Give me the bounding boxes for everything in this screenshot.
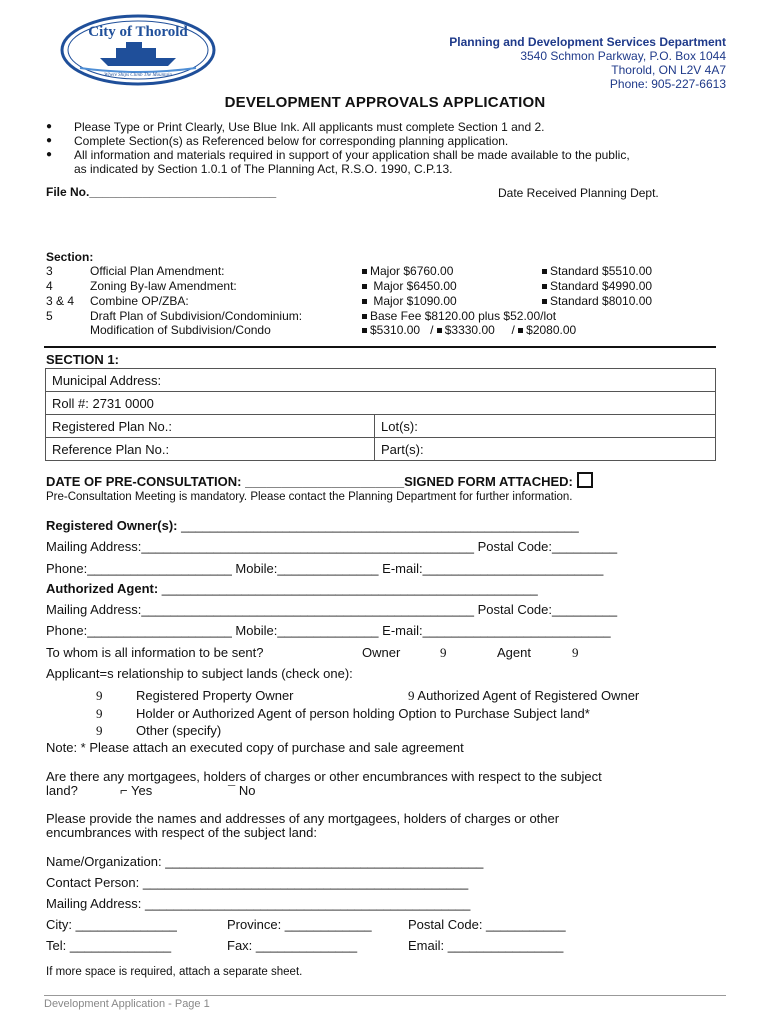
agent-mailing-address[interactable]: Mailing Address:______________________________________________ Postal Code:_________ — [46, 602, 618, 617]
fee-standard: Standard $8010.00 — [550, 294, 653, 308]
contact-mailing-field[interactable]: Mailing Address: _____________________________________________ — [46, 896, 471, 911]
mortgage-no-label: No — [238, 783, 256, 798]
fee-name: Official Plan Amendment: — [90, 264, 225, 278]
roll-number-field[interactable]: Roll #: 2731 0000 — [46, 392, 716, 415]
mortgage-no-check[interactable]: ¯ — [228, 783, 236, 798]
send-agent-label: Agent — [497, 645, 531, 660]
fee-name: Zoning By-law Amendment: — [90, 279, 237, 293]
lots-field[interactable]: Lot(s): — [375, 415, 716, 438]
section-1-heading: SECTION 1: — [46, 352, 119, 367]
contact-city-field[interactable]: City: ______________ — [46, 917, 177, 932]
authorized-agent-label: Authorized Agent: — [46, 581, 162, 596]
agent-phone-row[interactable]: Phone:____________________ Mobile:______________ E-mail:__________________________ — [46, 623, 611, 638]
rel-opt2-check[interactable]: 9 — [408, 688, 415, 703]
relationship-question: Applicant=s relationship to subject lands (check one): — [46, 666, 353, 681]
rel-opt3-check[interactable]: 9 — [96, 706, 103, 721]
mortgage-yes-label: Yes — [130, 783, 153, 798]
registered-owner-line[interactable]: _______________________________________________________ — [181, 518, 579, 533]
registered-plan-field[interactable]: Registered Plan No.: — [46, 415, 375, 438]
send-owner-check[interactable]: 9 — [440, 645, 447, 660]
department-name: Planning and Development Services Department — [449, 35, 726, 49]
authorized-agent-line[interactable]: ____________________________________________________ — [161, 581, 538, 596]
instruction-1: Please Type or Print Clearly, Use Blue Ink. All applicants must complete Section 1 and 2. — [74, 120, 545, 134]
fee-num: 3 & 4 — [46, 294, 75, 308]
logo-text: City of Thorold — [88, 24, 188, 40]
fee-major: Major $6760.00 — [370, 264, 454, 278]
logo-tagline: Where Ships Climb The Mountain — [104, 73, 172, 78]
fee-name: Draft Plan of Subdivision/Condominium: — [90, 309, 303, 323]
footer-divider — [44, 995, 726, 996]
mortgage-question-1: Are there any mortgagees, holders of charges or other encumbrances with respect to the subject — [46, 769, 602, 784]
owner-phone-row[interactable]: Phone:____________________ Mobile:______________ E-mail:_________________________ — [46, 561, 604, 576]
municipal-address-field[interactable]: Municipal Address: — [46, 369, 716, 392]
rel-opt1-label: Registered Property Owner — [136, 688, 294, 703]
fee-major: Major $1090.00 — [370, 294, 457, 308]
preconsult-note: Pre-Consultation Meeting is mandatory. Please contact the Planning Department for further information. — [46, 491, 573, 503]
preconsult-row — [46, 472, 593, 489]
preconsult-label[interactable]: DATE OF PRE-CONSULTATION: ______________________SIGNED FORM ATTACHED: — [46, 474, 573, 489]
parts-field[interactable]: Part(s): — [375, 438, 716, 461]
address-table — [45, 368, 716, 461]
contact-province-field[interactable]: Province: ____________ — [227, 917, 372, 932]
rel-opt1-check[interactable]: 9 — [96, 688, 103, 703]
fee-table: 3 Official Plan Amendment: Major $6760.00 Standard $5510.00 4 Zoning By-law Amendment: Major $6450.00 Standard $4990.00 3 & 4 Combine OP/ZBA: Major $1090.00 Standard $8010.00 5 Draft Plan of Subdivision/Condominium: Base Fee $8120.00 plus $52.00/lot Modification of Subdivision/Condo $5310.00 / $3330.00 / $2080.00 — [46, 264, 653, 337]
relationship-note: Note: * Please attach an executed copy of purchase and sale agreement — [46, 740, 464, 755]
fee-name: Combine OP/ZBA: — [90, 294, 189, 308]
city-of-thorold-logo — [60, 14, 216, 86]
page-footer: Development Application - Page 1 — [44, 998, 210, 1010]
contact-postal-field[interactable]: Postal Code: ___________ — [408, 917, 566, 932]
section-divider — [44, 346, 716, 348]
fee-num: 5 — [46, 309, 53, 323]
fee-num: 3 — [46, 264, 53, 278]
fee-major: Major $6450.00 — [370, 279, 457, 293]
fee-major: Base Fee $8120.00 plus $52.00/lot — [370, 309, 557, 323]
send-to-question: To whom is all information to be sent? — [46, 645, 264, 660]
date-received-label: Date Received Planning Dept. — [498, 186, 659, 200]
fee-standard: Standard $4990.00 — [550, 279, 653, 293]
more-space-note: If more space is required, attach a separate sheet. — [46, 966, 303, 978]
rel-opt2-label: Authorized Agent of Registered Owner — [417, 688, 640, 703]
send-agent-check[interactable]: 9 — [572, 645, 579, 660]
instruction-3-cont: as indicated by Section 1.0.1 of The Planning Act, R.S.O. 1990, C.P.13. — [74, 162, 453, 176]
rel-opt4-check[interactable]: 9 — [96, 723, 103, 738]
fee-standard: Standard $5510.00 — [550, 264, 653, 278]
contact-fax-field[interactable]: Fax: ______________ — [227, 938, 358, 953]
send-owner-label: Owner — [362, 645, 401, 660]
rel-opt4-label: Other (specify) — [136, 723, 222, 738]
registered-owner-label: Registered Owner(s): — [46, 518, 182, 533]
department-address-2: Thorold, ON L2V 4A7 — [611, 63, 726, 77]
file-no-field[interactable]: File No.____________________________ — [46, 185, 277, 199]
contact-email-field[interactable]: Email: ________________ — [408, 938, 564, 953]
reference-plan-field[interactable]: Reference Plan No.: — [46, 438, 375, 461]
department-phone: Phone: 905-227-6613 — [609, 77, 726, 91]
page-title: DEVELOPMENT APPROVALS APPLICATION — [224, 94, 546, 111]
contact-tel-field[interactable]: Tel: ______________ — [46, 938, 172, 953]
mortgage-provide-2: encumbrances with respect of the subject land: — [46, 825, 317, 840]
instruction-3: All information and materials required in support of your application shall be made available to the public, — [74, 148, 630, 162]
department-address-1: 3540 Schmon Parkway, P.O. Box 1044 — [520, 49, 726, 63]
fee-name: Modification of Subdivision/Condo — [90, 323, 271, 337]
mortgage-provide-1: Please provide the names and addresses of any mortgagees, holders of charges or other — [46, 811, 560, 826]
rel-opt3-label: Holder or Authorized Agent of person holding Option to Purchase Subject land* — [136, 706, 590, 721]
fee-mod-c: $2080.00 — [526, 323, 577, 337]
section-heading: Section: — [46, 250, 94, 264]
contact-person-field[interactable]: Contact Person: _____________________________________________ — [46, 875, 469, 890]
instruction-2: Complete Section(s) as Referenced below for corresponding planning application. — [74, 134, 509, 148]
owner-mailing-address[interactable]: Mailing Address:______________________________________________ Postal Code:_________ — [46, 539, 618, 554]
mortgage-yes-check[interactable]: ⌐ — [120, 783, 128, 798]
signed-form-checkbox[interactable] — [577, 472, 593, 488]
fee-num: 4 — [46, 279, 53, 293]
contact-name-field[interactable]: Name/Organization: ____________________________________________ — [46, 854, 484, 869]
fee-mod-b: $3330.00 — [444, 323, 495, 337]
fee-mod-a: $5310.00 — [370, 323, 421, 337]
instructions-list: ● Please Type or Print Clearly, Use Blue Ink. All applicants must complete Section 1 and 2. ● Complete Section(s) as Referenced below for corresponding planning application. ● All information and materials required in support of your application shall be made available to the public, as indicated by Section 1.0.1 of The Planning Act, R.S.O. 1990, C.P.13. — [46, 120, 630, 176]
department-header — [449, 35, 726, 91]
mortgage-question-2: land? — [46, 783, 78, 798]
